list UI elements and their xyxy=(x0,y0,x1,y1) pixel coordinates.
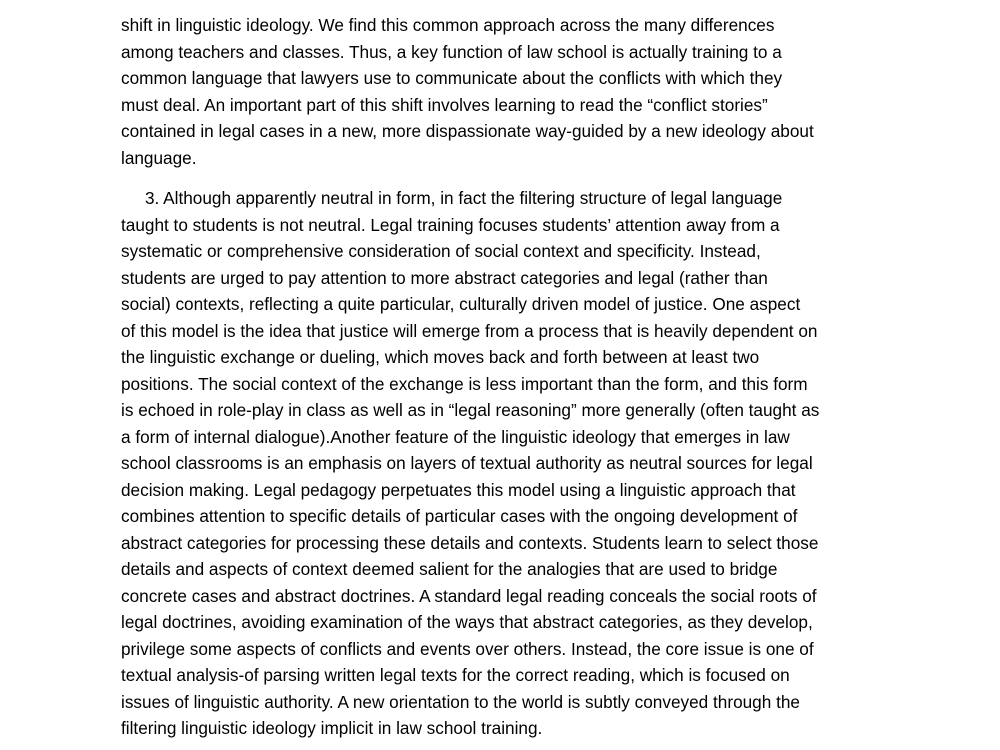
paragraph-2 xyxy=(121,185,881,742)
text-line: must deal. An important part of this shift involves learning to read the “conflict stories” xyxy=(121,94,768,115)
paragraph-1 xyxy=(121,12,881,171)
text-line: shift in linguistic ideology. We find this common approach across the many differences xyxy=(121,15,775,35)
text-line: language. xyxy=(121,147,197,168)
text-line: systematic or comprehensive consideration of social context and specificity. Instead, xyxy=(121,241,761,261)
text-line: taught to students is not neutral. Legal training focuses students’ attention away from a xyxy=(121,214,780,235)
text-line: textual analysis-of parsing written legal texts for the correct reading, which is focused on xyxy=(121,665,790,685)
text-line-indented: 3. Although apparently neutral in form, in fact the filtering structure of legal language xyxy=(145,188,783,208)
text-line: of this model is the idea that justice will emerge from a process that is heavily dependent on xyxy=(121,320,818,341)
text-line: positions. The social context of the exchange is less important than the form, and this form xyxy=(121,373,808,394)
text-line: decision making. Legal pedagogy perpetuates this model using a linguistic approach that xyxy=(121,479,796,500)
text-line: social) contexts, reflecting a quite particular, culturally driven model of justice. One aspect xyxy=(121,294,801,314)
text-line: students are urged to pay attention to more abstract categories and legal (rather than xyxy=(121,267,768,288)
text-line: filtering linguistic ideology implicit in law school training. xyxy=(121,718,543,738)
text-line: details and aspects of context deemed salient for the analogies that are used to bridge xyxy=(121,559,778,579)
text-line: concrete cases and abstract doctrines. A standard legal reading conceals the social roots of xyxy=(121,585,817,606)
paragraph-spacer xyxy=(121,171,881,185)
text-line: legal doctrines, avoiding examination of the ways that abstract categories, as they develop, xyxy=(121,612,813,632)
text-line: a form of internal dialogue).Another feature of the linguistic ideology that emerges in law xyxy=(121,426,790,447)
text-line: common language that lawyers use to communicate about the conflicts with which they xyxy=(121,68,783,88)
text-line: privilege some aspects of conflicts and events over others. Instead, the core issue is one of xyxy=(121,638,814,659)
document-page xyxy=(121,12,881,742)
text-line: among teachers and classes. Thus, a key function of law school is actually training to a xyxy=(121,41,782,62)
text-line: the linguistic exchange or dueling, which moves back and forth between at least two xyxy=(121,347,760,367)
text-line: issues of linguistic authority. A new orientation to the world is subtly conveyed through the xyxy=(121,691,800,712)
text-line: is echoed in role-play in class as well as in “legal reasoning” more generally (often taught as xyxy=(121,400,820,420)
text-line: abstract categories for processing these details and contexts. Students learn to select those xyxy=(121,532,819,553)
text-line: contained in legal cases in a new, more dispassionate way-guided by a new ideology about xyxy=(121,121,814,141)
text-line: school classrooms is an emphasis on layers of textual authority as neutral sources for legal xyxy=(121,453,813,473)
text-line: combines attention to specific details of particular cases with the ongoing development of xyxy=(121,506,798,526)
